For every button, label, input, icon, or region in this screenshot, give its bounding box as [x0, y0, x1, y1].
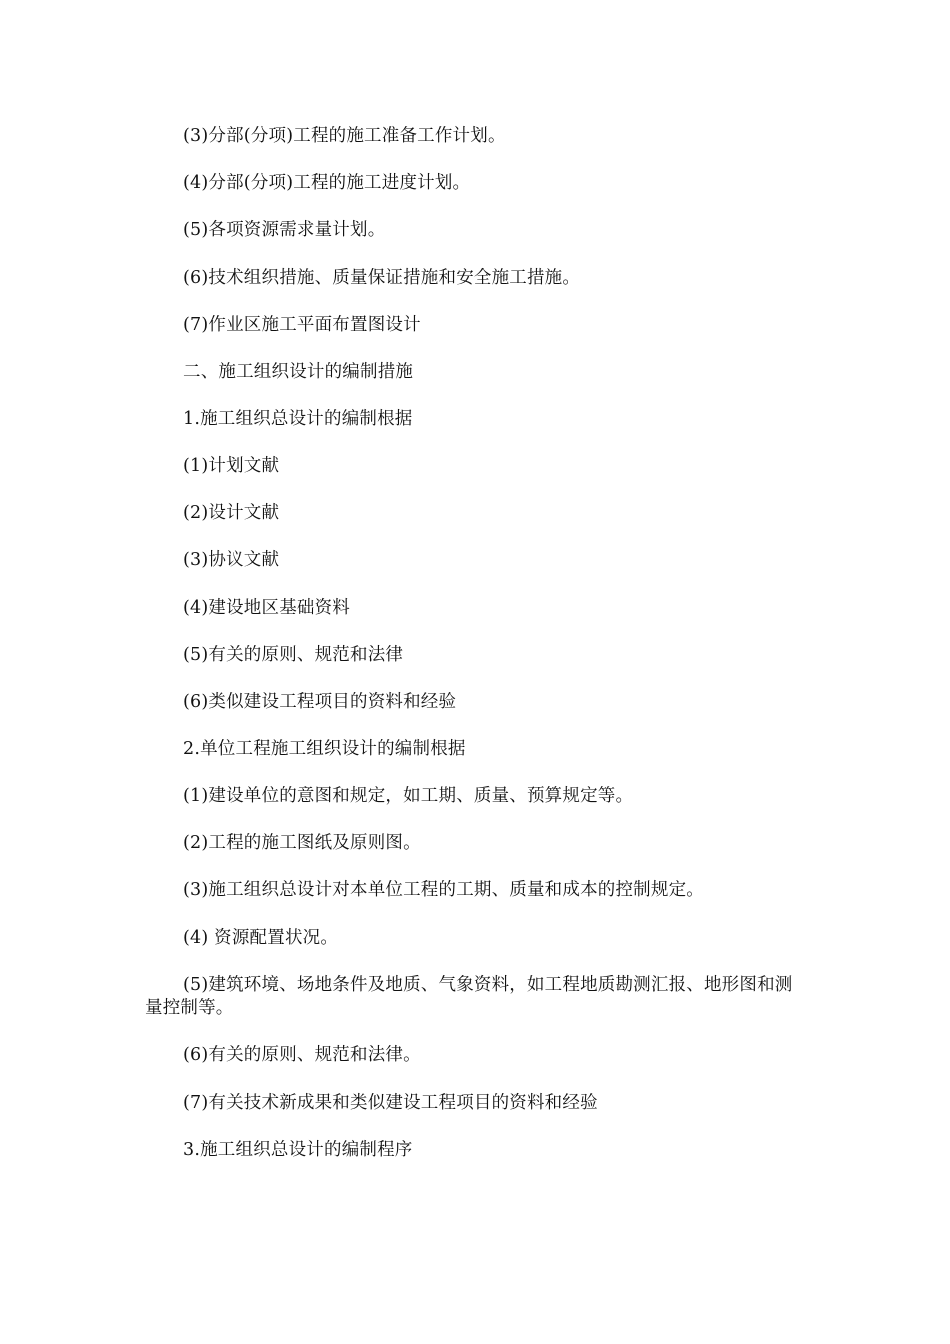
section-heading-2: 二、施工组织设计的编制措施 [183, 362, 414, 382]
paragraph-15: (4) 资源配置状况。 [183, 928, 339, 948]
paragraph-8: (3)协议文献 [183, 550, 280, 570]
paragraph-1: (3)分部(分项)工程的施工准备工作计划。 [183, 126, 506, 146]
paragraph-16: (5)建筑环境、场地条件及地质、气象资料，如工程地质勘测汇报、地形图和测量控制等。 [145, 975, 793, 1018]
paragraph-11: (6)类似建设工程项目的资料和经验 [183, 692, 457, 712]
paragraph-5: (7)作业区施工平面布置图设计 [183, 315, 421, 335]
paragraph-10: (5)有关的原则、规范和法律 [183, 645, 404, 665]
paragraph-12: (1)建设单位的意图和规定，如工期、质量、预算规定等。 [183, 786, 634, 806]
paragraph-4: (6)技术组织措施、质量保证措施和安全施工措施。 [183, 268, 581, 288]
paragraph-9: (4)建设地区基础资料 [183, 598, 350, 618]
paragraph-6: (1)计划文献 [183, 456, 280, 476]
paragraph-7: (2)设计文献 [183, 503, 280, 523]
paragraph-18: (7)有关技术新成果和类似建设工程项目的资料和经验 [183, 1093, 598, 1113]
paragraph-17: (6)有关的原则、规范和法律。 [183, 1045, 421, 1065]
paragraph-14: (3)施工组织总设计对本单位工程的工期、质量和成本的控制规定。 [183, 880, 704, 900]
subheading-1: 1.施工组织总设计的编制根据 [183, 409, 413, 429]
subheading-2: 2.单位工程施工组织设计的编制根据 [183, 739, 466, 759]
paragraph-3: (5)各项资源需求量计划。 [183, 220, 386, 240]
paragraph-13: (2)工程的施工图纸及原则图。 [183, 833, 421, 853]
paragraph-2: (4)分部(分项)工程的施工进度计划。 [183, 173, 471, 193]
subheading-3: 3.施工组织总设计的编制程序 [183, 1140, 413, 1160]
